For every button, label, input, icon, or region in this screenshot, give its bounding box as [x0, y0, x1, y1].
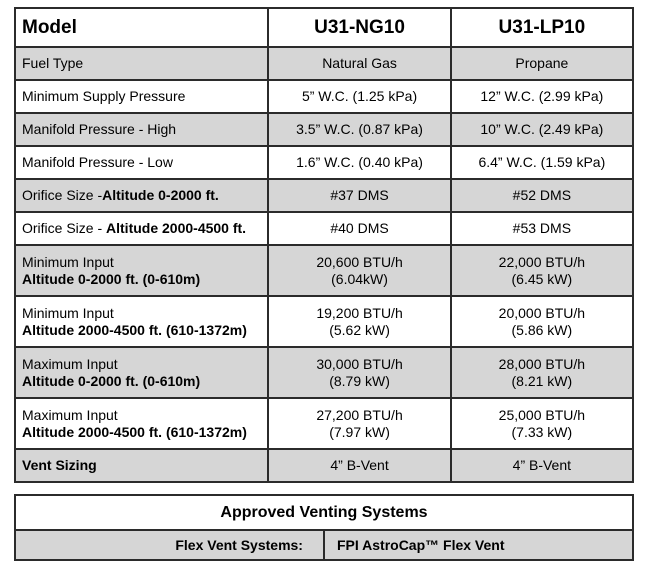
- value-btu: 30,000 BTU/h: [316, 355, 403, 372]
- value-lp: 10” W.C. (2.49 kPa): [451, 113, 633, 146]
- value-kw: (8.79 kW): [329, 372, 390, 389]
- header-model-lp: U31-LP10: [451, 8, 633, 47]
- value-ng: #37 DMS: [268, 179, 450, 212]
- row-label-altitude: Altitude 2000-4500 ft. (610-1372m): [22, 321, 247, 338]
- table-header-row: [15, 8, 633, 47]
- specifications-table: [14, 7, 634, 483]
- approved-venting-table: [14, 494, 634, 561]
- value-ng: 4” B-Vent: [268, 449, 450, 482]
- row-label: Manifold Pressure - High: [15, 113, 268, 146]
- flex-vent-value: FPI AstroCap™ Flex Vent: [324, 530, 633, 560]
- value-kw: (7.97 kW): [329, 423, 390, 440]
- row-label-prefix: Minimum Input: [22, 304, 114, 321]
- table-row-min-supply-pressure: [15, 80, 633, 113]
- value-btu: 25,000 BTU/h: [498, 406, 586, 423]
- value-kw: (5.62 kW): [329, 321, 390, 338]
- row-label: [15, 347, 268, 398]
- value-btu: 19,200 BTU/h: [316, 304, 403, 321]
- value-lp: #52 DMS: [451, 179, 633, 212]
- value-lp: [451, 296, 633, 347]
- table-row-min-input-high-altitude: [15, 296, 633, 347]
- value-kw: (8.21 kW): [511, 372, 573, 389]
- row-label: Manifold Pressure - Low: [15, 146, 268, 179]
- venting-row: [15, 530, 633, 560]
- flex-vent-label: Flex Vent Systems:: [15, 530, 324, 560]
- value-btu: 28,000 BTU/h: [498, 355, 586, 372]
- value-ng: 3.5” W.C. (0.87 kPa): [268, 113, 450, 146]
- value-kw: (7.33 kW): [511, 423, 573, 440]
- row-label-prefix: Maximum Input: [22, 406, 118, 423]
- value-btu: 20,000 BTU/h: [498, 304, 586, 321]
- value-btu: 27,200 BTU/h: [316, 406, 403, 423]
- value-ng: [268, 398, 450, 449]
- table-row-orifice-low-altitude: [15, 179, 633, 212]
- venting-title: Approved Venting Systems: [15, 495, 633, 530]
- value-ng: #40 DMS: [268, 212, 450, 245]
- table-row-manifold-high: [15, 113, 633, 146]
- row-label-altitude: Altitude 0-2000 ft.: [102, 187, 219, 203]
- value-lp: 6.4” W.C. (1.59 kPa): [451, 146, 633, 179]
- value-ng: 1.6” W.C. (0.40 kPa): [268, 146, 450, 179]
- row-label-altitude: Altitude 2000-4500 ft.: [106, 220, 247, 236]
- value-lp: #53 DMS: [451, 212, 633, 245]
- row-label: Vent Sizing: [15, 449, 268, 482]
- value-ng: [268, 245, 450, 296]
- row-label: [15, 296, 268, 347]
- table-row-fuel-type: [15, 47, 633, 80]
- row-label-altitude: Altitude 0-2000 ft. (0-610m): [22, 372, 201, 389]
- row-label-prefix: Minimum Input: [22, 253, 114, 270]
- row-label-altitude: Altitude 2000-4500 ft. (610-1372m): [22, 423, 247, 440]
- row-label: [15, 179, 268, 212]
- row-label-prefix: Orifice Size -: [22, 187, 103, 203]
- row-label-prefix: Maximum Input: [22, 355, 118, 372]
- value-kw: (6.04kW): [331, 270, 388, 287]
- row-label-altitude: Altitude 0-2000 ft. (0-610m): [22, 270, 201, 287]
- row-label-prefix: Orifice Size -: [22, 220, 107, 236]
- value-ng: [268, 347, 450, 398]
- table-row-max-input-high-altitude: [15, 398, 633, 449]
- row-label: [15, 245, 268, 296]
- header-model-label: Model: [15, 8, 268, 47]
- value-btu: 20,600 BTU/h: [316, 253, 403, 270]
- venting-title-row: [15, 495, 633, 530]
- row-label: Minimum Supply Pressure: [15, 80, 268, 113]
- table-row-orifice-high-altitude: [15, 212, 633, 245]
- table-row-manifold-low: [15, 146, 633, 179]
- table-row-max-input-low-altitude: [15, 347, 633, 398]
- value-lp: 12” W.C. (2.99 kPa): [451, 80, 633, 113]
- value-ng: 5” W.C. (1.25 kPa): [268, 80, 450, 113]
- value-lp: Propane: [451, 47, 633, 80]
- value-lp: 4” B-Vent: [451, 449, 633, 482]
- value-lp: [451, 347, 633, 398]
- value-kw: (6.45 kW): [511, 270, 573, 287]
- row-label: Fuel Type: [15, 47, 268, 80]
- table-row-min-input-low-altitude: [15, 245, 633, 296]
- value-btu: 22,000 BTU/h: [498, 253, 586, 270]
- table-row-vent-sizing: [15, 449, 633, 482]
- value-ng: Natural Gas: [268, 47, 450, 80]
- value-kw: (5.86 kW): [511, 321, 573, 338]
- header-model-ng: U31-NG10: [268, 8, 450, 47]
- row-label: [15, 398, 268, 449]
- value-lp: [451, 245, 633, 296]
- row-label: [15, 212, 268, 245]
- value-lp: [451, 398, 633, 449]
- value-ng: [268, 296, 450, 347]
